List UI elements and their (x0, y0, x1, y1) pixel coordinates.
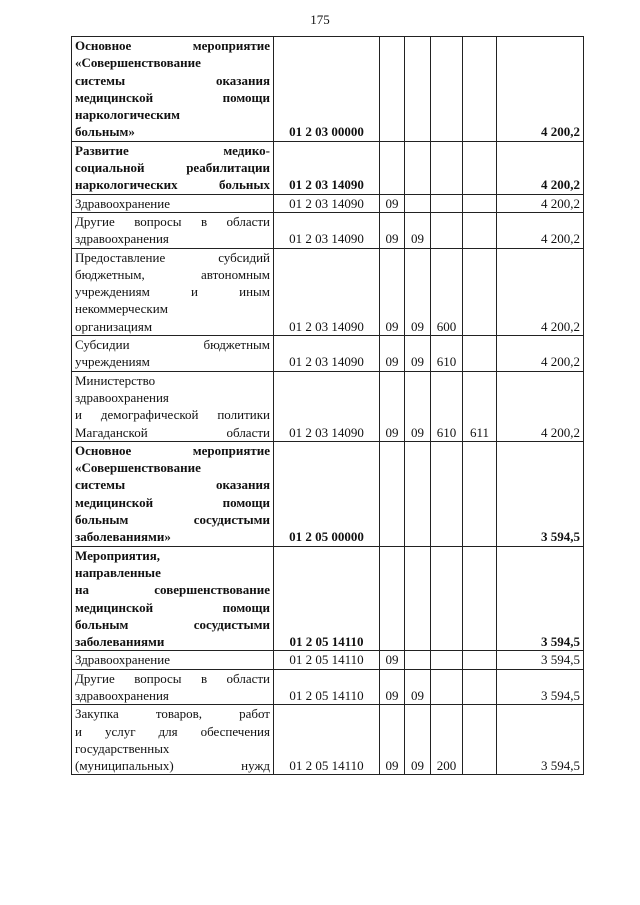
row-name-line: медицинской помощи (75, 494, 270, 510)
table-row (72, 336, 584, 372)
amount-cell: 4 200,2 (497, 37, 584, 142)
row-name (72, 705, 274, 775)
section-cell: 09 (380, 705, 405, 775)
table-row (72, 141, 584, 194)
row-name-line: заболеваниями» (75, 529, 171, 545)
target-code-cell: 01 2 05 14110 (274, 705, 380, 775)
section-cell (380, 546, 405, 651)
row-name (72, 212, 274, 248)
amount-cell: 4 200,2 (497, 371, 584, 441)
target-code-cell: 01 2 03 00000 (274, 37, 380, 142)
subsection-cell (405, 651, 431, 669)
amount-cell: 4 200,2 (497, 141, 584, 194)
subsection-cell: 09 (405, 248, 431, 335)
target-code-cell: 01 2 03 14090 (274, 336, 380, 372)
amount-cell: 3 594,5 (497, 441, 584, 546)
subsection-cell (405, 37, 431, 142)
table-row (72, 669, 584, 705)
target-code-cell: 01 2 03 14090 (274, 248, 380, 335)
section-cell: 09 (380, 371, 405, 441)
extra-code-cell (463, 141, 497, 194)
extra-code-cell (463, 669, 497, 705)
section-cell (380, 37, 405, 142)
row-name-line: «Совершенствование (75, 460, 201, 476)
row-name-line: системы оказания (75, 72, 270, 88)
budget-table (71, 36, 584, 775)
table-row (72, 194, 584, 212)
subsection-cell: 09 (405, 669, 431, 705)
row-name (72, 669, 274, 705)
row-name-line: «Совершенствование (75, 55, 201, 71)
row-name-line: Другие вопросы в области (75, 670, 270, 686)
expense-type-cell: 600 (431, 248, 463, 335)
table-row (72, 37, 584, 142)
extra-code-cell (463, 37, 497, 142)
table-row (72, 705, 584, 775)
table-row (72, 371, 584, 441)
target-code-cell: 01 2 05 14110 (274, 669, 380, 705)
row-name-line: Предоставление субсидий (75, 249, 270, 265)
table-row (72, 212, 584, 248)
expense-type-cell (431, 37, 463, 142)
row-name-line: и услуг для обеспечения (75, 723, 270, 739)
target-code-cell: 01 2 05 14110 (274, 651, 380, 669)
target-code-cell: 01 2 03 14090 (274, 194, 380, 212)
table-row (72, 441, 584, 546)
extra-code-cell (463, 212, 497, 248)
row-name-line: Здравоохранение (75, 195, 170, 211)
row-name-line: бюджетным, автономным (75, 266, 270, 282)
subsection-cell: 09 (405, 336, 431, 372)
row-name-line: больным сосудистыми (75, 616, 270, 632)
table-row (72, 651, 584, 669)
row-name (72, 651, 274, 669)
table-row (72, 546, 584, 651)
section-cell (380, 141, 405, 194)
extra-code-cell (463, 336, 497, 372)
row-name-line: Другие вопросы в области (75, 213, 270, 229)
row-name (72, 37, 274, 142)
row-name-line: учреждениям и иным (75, 284, 270, 300)
row-name-line: Развитие медико- (75, 142, 270, 158)
row-name-line: наркологическим (75, 107, 180, 123)
amount-cell: 3 594,5 (497, 669, 584, 705)
extra-code-cell (463, 705, 497, 775)
section-cell: 09 (380, 669, 405, 705)
subsection-cell (405, 441, 431, 546)
extra-code-cell (463, 248, 497, 335)
page-number: 175 (310, 12, 330, 27)
row-name (72, 546, 274, 651)
expense-type-cell (431, 651, 463, 669)
section-cell: 09 (380, 212, 405, 248)
row-name-line: Магаданской области (75, 424, 270, 440)
row-name-line: системы оказания (75, 477, 270, 493)
target-code-cell: 01 2 03 14090 (274, 212, 380, 248)
row-name-line: и демографической политики (75, 407, 270, 423)
row-name-line: Закупка товаров, работ (75, 706, 270, 722)
subsection-cell (405, 546, 431, 651)
row-name-line: здравоохранения (75, 687, 169, 703)
subsection-cell: 09 (405, 705, 431, 775)
row-name (72, 371, 274, 441)
section-cell: 09 (380, 651, 405, 669)
row-name-line: (муниципальных) нужд (75, 758, 270, 774)
row-name (72, 441, 274, 546)
row-name-line: Мероприятия, (75, 547, 161, 563)
expense-type-cell (431, 669, 463, 705)
expense-type-cell (431, 212, 463, 248)
row-name-line: некоммерческим (75, 301, 168, 317)
subsection-cell (405, 141, 431, 194)
subsection-cell: 09 (405, 212, 431, 248)
row-name-line: Здравоохранение (75, 652, 170, 668)
row-name-line: Министерство (75, 372, 156, 388)
amount-cell: 3 594,5 (497, 546, 584, 651)
section-cell (380, 441, 405, 546)
row-name-line: на совершенствование (75, 582, 270, 598)
section-cell: 09 (380, 248, 405, 335)
row-name-line: Субсидии бюджетным (75, 337, 270, 353)
row-name-line: социальной реабилитации (75, 160, 270, 176)
row-name (72, 194, 274, 212)
row-name-line: больным» (75, 124, 135, 140)
amount-cell: 4 200,2 (497, 194, 584, 212)
subsection-cell (405, 194, 431, 212)
row-name-line: учреждениям (75, 354, 150, 370)
section-cell: 09 (380, 194, 405, 212)
extra-code-cell: 611 (463, 371, 497, 441)
extra-code-cell (463, 441, 497, 546)
row-name-line: Основное мероприятие (75, 38, 270, 53)
row-name-line: медицинской помощи (75, 599, 270, 615)
target-code-cell: 01 2 05 00000 (274, 441, 380, 546)
row-name-line: Основное мероприятие (75, 442, 270, 458)
target-code-cell: 01 2 03 14090 (274, 141, 380, 194)
extra-code-cell (463, 546, 497, 651)
table-row (72, 248, 584, 335)
expense-type-cell (431, 441, 463, 546)
extra-code-cell (463, 194, 497, 212)
expense-type-cell: 610 (431, 336, 463, 372)
amount-cell: 3 594,5 (497, 705, 584, 775)
expense-type-cell: 200 (431, 705, 463, 775)
expense-type-cell (431, 141, 463, 194)
row-name-line: наркологических больных (75, 177, 270, 193)
row-name (72, 141, 274, 194)
target-code-cell: 01 2 05 14110 (274, 546, 380, 651)
expense-type-cell (431, 194, 463, 212)
expense-type-cell (431, 546, 463, 651)
expense-type-cell: 610 (431, 371, 463, 441)
target-code-cell: 01 2 03 14090 (274, 371, 380, 441)
section-cell: 09 (380, 336, 405, 372)
subsection-cell: 09 (405, 371, 431, 441)
row-name-line: государственных (75, 740, 170, 756)
budget-table-body (72, 37, 584, 775)
row-name-line: больным сосудистыми (75, 512, 270, 528)
row-name (72, 336, 274, 372)
row-name-line: здравоохранения (75, 231, 169, 247)
row-name-line: заболеваниями (75, 634, 165, 650)
row-name-line: здравоохранения (75, 389, 169, 405)
amount-cell: 4 200,2 (497, 336, 584, 372)
amount-cell: 4 200,2 (497, 212, 584, 248)
row-name (72, 248, 274, 335)
row-name-line: организациям (75, 318, 153, 334)
amount-cell: 3 594,5 (497, 651, 584, 669)
extra-code-cell (463, 651, 497, 669)
amount-cell: 4 200,2 (497, 248, 584, 335)
row-name-line: направленные (75, 564, 161, 580)
row-name-line: медицинской помощи (75, 89, 270, 105)
